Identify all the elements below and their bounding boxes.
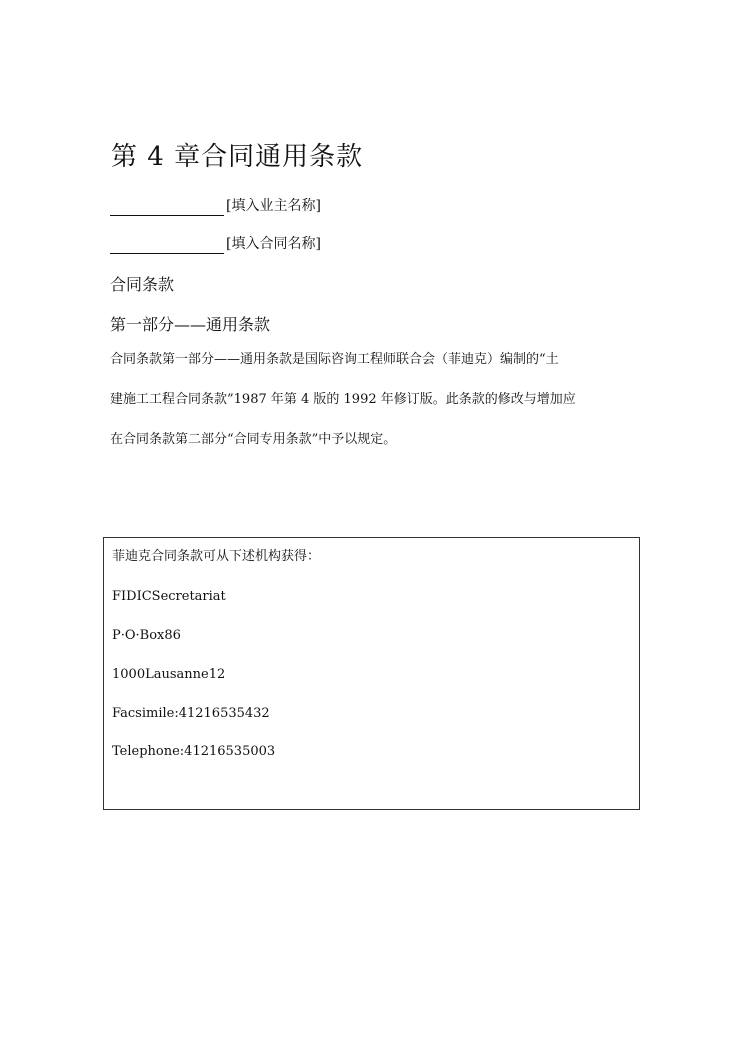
contract-name-field bbox=[110, 234, 321, 254]
contact-po-box: P·O·Box86 bbox=[112, 628, 181, 643]
owner-name-field bbox=[110, 196, 321, 216]
owner-name-blank[interactable] bbox=[110, 201, 224, 216]
intro-line: 合同条款第一部分——通用条款是国际咨询工程师联合会（菲迪克）编制的“土 bbox=[110, 352, 559, 367]
part-heading: 第一部分——通用条款 bbox=[110, 315, 271, 334]
contact-organization: FIDICSecretariat bbox=[112, 589, 226, 604]
intro-line: 在合同条款第二部分“合同专用条款”中予以规定。 bbox=[110, 432, 397, 447]
section-heading: 合同条款 bbox=[110, 275, 175, 294]
contact-telephone: Telephone:41216535003 bbox=[112, 744, 276, 759]
intro-line: 建施工工程合同条款”1987 年第 4 版的 1992 年修订版。此条款的修改与增加应 bbox=[110, 392, 576, 407]
contact-city: 1000Lausanne12 bbox=[112, 667, 226, 682]
contact-heading: 菲迪克合同条款可从下述机构获得： bbox=[112, 549, 321, 564]
contract-name-blank[interactable] bbox=[110, 239, 224, 254]
contact-facsimile: Facsimile:41216535432 bbox=[112, 706, 270, 721]
chapter-title: 第 4 章合同通用条款 bbox=[111, 142, 364, 172]
contract-name-label: [填入合同名称] bbox=[226, 236, 321, 252]
owner-name-label: [填入业主名称] bbox=[226, 198, 321, 214]
contact-box bbox=[103, 537, 640, 810]
